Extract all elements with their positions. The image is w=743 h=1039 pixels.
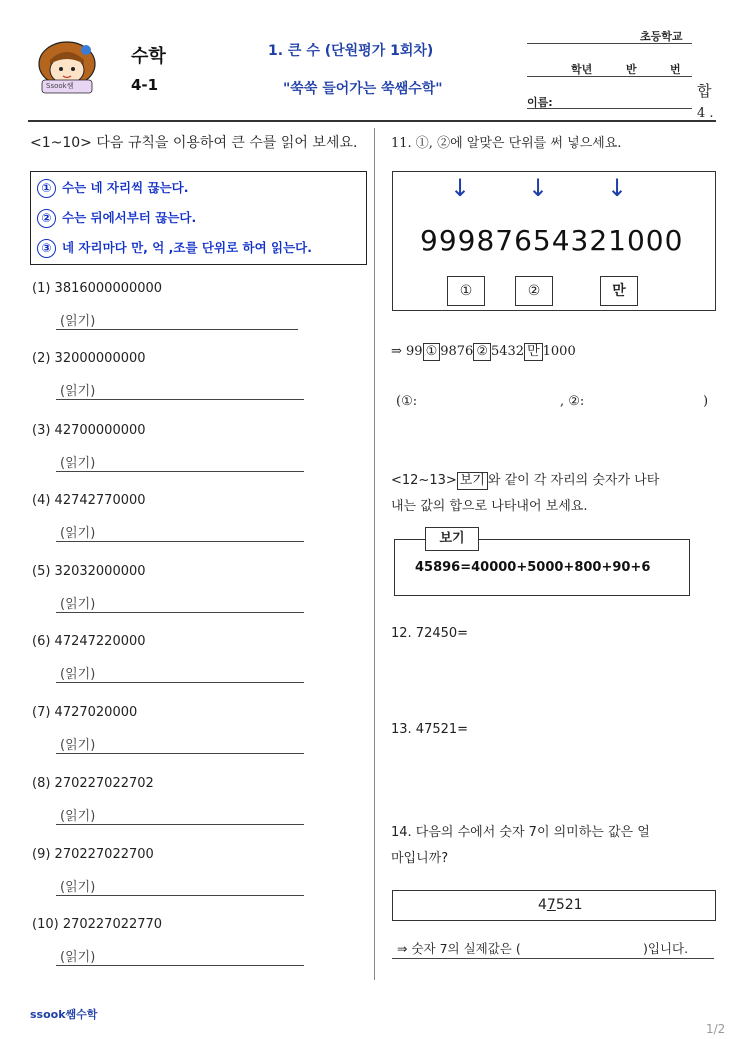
- unit-slot-1: ①: [447, 276, 485, 306]
- expr-box-2: ②: [473, 343, 491, 361]
- answer-close: ): [703, 394, 709, 409]
- answer-line-2[interactable]: [56, 399, 304, 400]
- question-2: (2) 32000000000: [32, 351, 146, 366]
- left-instruction: <1~10> 다음 규칙을 이용하여 큰 수를 읽어 보세요.: [30, 135, 358, 151]
- subject-label: 수학: [131, 46, 166, 67]
- question-12-13-instruction: [391, 469, 659, 490]
- expr-mid-2: 5432: [490, 344, 525, 359]
- expr-prefix: ⇒ 99: [391, 344, 423, 359]
- answer-line-8[interactable]: [56, 824, 304, 825]
- q-range: <12~13>: [391, 473, 457, 488]
- question-12: 12. 72450=: [391, 626, 469, 641]
- page-number: 1/2: [706, 1022, 726, 1036]
- q14-answer-pre: ⇒ 숫자 7의 실제값은 (: [397, 941, 521, 956]
- expr-box-1: ①: [423, 343, 441, 361]
- read-label: (읽기): [60, 597, 96, 612]
- answer-line-10[interactable]: [56, 965, 304, 966]
- rule-3: [37, 238, 312, 258]
- footer-logo: ssook쌤수학: [30, 1008, 98, 1021]
- q14-answer-line[interactable]: [392, 958, 714, 959]
- example-tab-label: 보기: [425, 527, 479, 551]
- mascot-tag: Ssook쌤: [46, 82, 74, 90]
- q14-digit-c: 521: [555, 897, 583, 913]
- read-label: (읽기): [60, 738, 96, 753]
- question-10: (10) 270227022770: [32, 917, 163, 932]
- name-label: 이름:: [527, 96, 553, 109]
- q14-answer-post: )입니다.: [643, 941, 689, 956]
- q-text-2: 내는 값의 합으로 나타내어 보세요.: [391, 499, 588, 514]
- read-label: (읽기): [60, 880, 96, 895]
- read-label: (읽기): [60, 809, 96, 824]
- number-figure-box: [392, 171, 716, 311]
- question-3: (3) 42700000000: [32, 423, 146, 438]
- example-equation: 45896=40000+5000+800+90+6: [415, 560, 651, 575]
- question-5: (5) 32032000000: [32, 564, 146, 579]
- question-7: (7) 4727020000: [32, 705, 138, 720]
- q14-digit-7: 7: [546, 897, 556, 913]
- bogi-inline-box: 보기: [457, 472, 488, 490]
- grade-label: 4-1: [131, 76, 159, 94]
- answer-line-9[interactable]: [56, 895, 304, 896]
- answer-line-4[interactable]: [56, 541, 304, 542]
- read-label: (읽기): [60, 384, 96, 399]
- read-label: (읽기): [60, 314, 96, 329]
- down-arrow-icon: ↓: [450, 174, 471, 202]
- question-11: 11. ①, ②에 알맞은 단위를 써 넣으세요.: [391, 136, 622, 151]
- answer-line-1[interactable]: [56, 329, 298, 330]
- expr-mid-1: 9876: [440, 344, 474, 359]
- header-divider: [28, 120, 716, 122]
- expression-line: [391, 343, 576, 361]
- grade-field-label: 학년: [571, 63, 593, 76]
- question-9: (9) 270227022700: [32, 847, 154, 862]
- rule-number: ②: [37, 209, 56, 228]
- column-divider: [374, 128, 375, 980]
- q14-number: [538, 897, 583, 913]
- q14-digit-a: 4: [538, 897, 547, 913]
- down-arrow-icon: ↓: [528, 174, 549, 202]
- rule-1: [37, 178, 188, 198]
- rule-2: [37, 208, 196, 228]
- read-label: (읽기): [60, 456, 96, 471]
- rule-number: ①: [37, 179, 56, 198]
- answer-line-6[interactable]: [56, 682, 304, 683]
- read-label: (읽기): [60, 950, 96, 965]
- school-line: [527, 43, 692, 44]
- question-14-line-1: 14. 다음의 수에서 숫자 7이 의미하는 값은 얼: [391, 825, 650, 840]
- expr-end: 1000: [542, 344, 576, 359]
- unit-title: 1. 큰 수 (단원평가 1회차): [268, 43, 434, 59]
- q-text-1: 와 같이 각 자리의 숫자가 나타: [487, 473, 660, 488]
- answer-line-3[interactable]: [56, 471, 304, 472]
- school-label: 초등학교: [640, 30, 683, 43]
- big-number: 99987654321000: [420, 224, 684, 257]
- unit-slot-3: 만: [600, 276, 638, 306]
- answer-line-5[interactable]: [56, 612, 304, 613]
- question-8: (8) 270227022702: [32, 776, 154, 791]
- question-4: (4) 42742770000: [32, 493, 146, 508]
- name-line: [527, 108, 692, 109]
- rule-number: ③: [37, 239, 56, 258]
- unit-slot-2: ②: [515, 276, 553, 306]
- total-label: 합: [697, 82, 712, 100]
- grade-class-line: [527, 76, 692, 77]
- class-field-label: 반: [626, 63, 637, 76]
- down-arrow-icon: ↓: [607, 174, 628, 202]
- q14-number-box: [392, 890, 716, 921]
- read-label: (읽기): [60, 526, 96, 541]
- question-13: 13. 47521=: [391, 722, 469, 737]
- read-label: (읽기): [60, 667, 96, 682]
- question-1: (1) 3816000000000: [32, 281, 163, 296]
- total-value: 4 .: [697, 106, 714, 121]
- rule-text: 네 자리마다 만, 억 ,조를 단위로 하여 읽는다.: [62, 240, 312, 255]
- answer-open: (①:: [396, 394, 418, 409]
- answer-line-7[interactable]: [56, 753, 304, 754]
- rule-text: 수는 네 자리씩 끊는다.: [62, 180, 189, 195]
- rule-text: 수는 뒤에서부터 끊는다.: [62, 210, 197, 225]
- series-title: "쑥쑥 들어가는 쑥쌤수학": [283, 81, 443, 97]
- question-14-line-2: 마입니까?: [391, 851, 449, 866]
- expr-box-3: 만: [524, 343, 543, 361]
- answer-mid: , ②:: [560, 394, 585, 409]
- number-field-label: 번: [670, 63, 681, 76]
- question-6: (6) 47247220000: [32, 634, 146, 649]
- rules-box: [30, 171, 367, 265]
